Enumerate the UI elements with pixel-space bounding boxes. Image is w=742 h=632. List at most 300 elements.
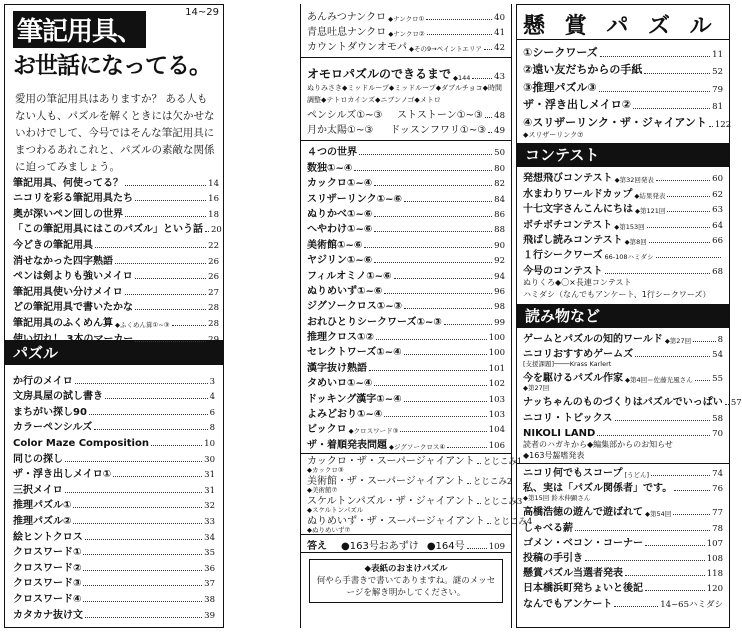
feature-item[interactable] bbox=[13, 189, 219, 205]
toc-page: 94 bbox=[494, 271, 505, 282]
toc-page: 88 bbox=[494, 225, 505, 236]
toc-page: 77 bbox=[712, 508, 723, 519]
prize-heading: 懸 賞 パ ズ ル bbox=[523, 14, 718, 39]
puzzle-item-mid[interactable] bbox=[307, 405, 505, 420]
puzzle-item[interactable] bbox=[13, 480, 215, 496]
dot-leader bbox=[656, 180, 710, 181]
toc-title: ザ・着順発表問題 bbox=[307, 439, 387, 451]
toc-title: よみどおり①~④ bbox=[307, 409, 383, 421]
toc-title: へやわけ①~⑥ bbox=[307, 224, 373, 236]
puzzle-item[interactable] bbox=[13, 558, 215, 574]
toc-title: カックロ・ザ・スーパージャイアント bbox=[307, 455, 475, 467]
prize-item[interactable] bbox=[523, 60, 723, 78]
toc-title: Color Maze Composition bbox=[13, 437, 149, 449]
toc-subtitle: ◆ナンクロ① bbox=[388, 15, 425, 23]
toc-page: 30 bbox=[204, 454, 215, 465]
puzzle-item-mid[interactable] bbox=[307, 282, 505, 297]
dot-leader bbox=[83, 585, 202, 586]
toc-page: 103 bbox=[488, 410, 505, 421]
puzzle-heading: パズル bbox=[5, 341, 223, 365]
toc-page: 35 bbox=[204, 548, 215, 559]
contest-heading: コンテスト bbox=[517, 143, 729, 167]
feature-item[interactable] bbox=[13, 267, 219, 283]
toc-page: 58 bbox=[712, 413, 723, 424]
giant-subtitle: ◆ぬりめいず⑦ bbox=[307, 525, 351, 534]
contest-item[interactable] bbox=[523, 215, 723, 230]
feature-section bbox=[5, 5, 223, 345]
puzzle-item[interactable] bbox=[13, 543, 215, 559]
puzzle-item[interactable] bbox=[13, 371, 215, 387]
dot-leader bbox=[374, 185, 492, 186]
dot-leader bbox=[89, 414, 208, 415]
puzzle-item-mid[interactable] bbox=[307, 328, 505, 343]
toc-page: 102 bbox=[488, 379, 505, 390]
puzzle-item-mid[interactable] bbox=[307, 143, 505, 158]
toc-subtitle: ◆クロスワード③ bbox=[348, 427, 399, 436]
toc-title: ニコリ何でもスコープ bbox=[523, 468, 623, 480]
toc-page: 48 bbox=[494, 111, 505, 121]
dot-leader bbox=[374, 231, 492, 232]
toc-page: 8 bbox=[717, 334, 723, 345]
dot-leader bbox=[709, 126, 713, 127]
dot-leader bbox=[426, 19, 492, 20]
dot-leader bbox=[374, 216, 492, 217]
toc-page: 3 bbox=[209, 376, 215, 387]
toc-title: ニコリを彩る筆記用具たち bbox=[13, 193, 133, 205]
toc-page: 38 bbox=[204, 594, 215, 605]
nankuro-list bbox=[301, 4, 511, 53]
dot-leader bbox=[151, 445, 202, 446]
toc-title: ボチボチコンテスト bbox=[523, 219, 613, 231]
toc-page: 55 bbox=[712, 374, 723, 385]
toc-subtitle: ◆ジグソークロス④ bbox=[389, 442, 446, 451]
toc-subtitle: ◆第121回 bbox=[635, 207, 666, 216]
puzzle-item-mid[interactable] bbox=[307, 235, 505, 250]
omopa-item[interactable] bbox=[390, 121, 505, 136]
answers-164: ●164号 bbox=[426, 540, 465, 552]
dot-leader bbox=[73, 507, 202, 508]
toc-page: 76 bbox=[712, 484, 723, 495]
toc-title: 「この筆記用具にはこのパズル」という話 bbox=[13, 224, 203, 236]
toc-page: 108 bbox=[706, 553, 723, 564]
toc-title: か行のメイロ bbox=[13, 375, 73, 387]
puzzle-list bbox=[5, 365, 223, 621]
omopa-block bbox=[301, 58, 511, 136]
toc-title: カックロ①~④ bbox=[307, 178, 373, 190]
reading-item[interactable] bbox=[523, 564, 723, 579]
dot-leader bbox=[400, 431, 486, 432]
contest-item[interactable] bbox=[523, 169, 723, 184]
dot-leader bbox=[85, 617, 202, 618]
reading-item[interactable] bbox=[523, 594, 723, 609]
puzzle-item[interactable] bbox=[13, 465, 215, 481]
dot-leader bbox=[447, 447, 487, 448]
dot-leader bbox=[359, 154, 492, 155]
toc-title: ニコリおすすめゲームズ bbox=[523, 349, 634, 361]
toc-subtitle: ◆第153回 bbox=[614, 222, 645, 231]
toc-title: 水まわりワールドカップ bbox=[523, 188, 633, 200]
toc-title: ペンは剣よりも強いメイロ bbox=[13, 271, 133, 283]
toc-title: カウントダウンオモパ bbox=[307, 42, 407, 53]
dot-leader bbox=[585, 560, 705, 561]
toc-title: ④スリザーリンク・ザ・ジャイアント bbox=[523, 115, 707, 129]
reading-item[interactable] bbox=[523, 464, 723, 479]
reading-item[interactable] bbox=[523, 345, 723, 360]
toc-title: ぬりかべ①~⑥ bbox=[307, 208, 373, 220]
dot-leader bbox=[73, 523, 202, 524]
toc-title: カラーペンシルズ bbox=[13, 422, 93, 434]
feature-item[interactable] bbox=[13, 220, 222, 236]
toc-title: １行シークワーズ bbox=[523, 250, 603, 262]
toc-page: 122 bbox=[714, 119, 732, 130]
contest-item[interactable] bbox=[523, 246, 723, 261]
feature-item[interactable] bbox=[13, 173, 219, 189]
toc-title: クロスワード③ bbox=[13, 578, 82, 590]
feature-item[interactable] bbox=[13, 251, 219, 267]
toc-page: 20 bbox=[211, 225, 222, 236]
nankuro-item[interactable] bbox=[307, 8, 505, 23]
reading-item[interactable] bbox=[523, 534, 723, 549]
puzzle-item[interactable] bbox=[13, 589, 215, 605]
dot-leader bbox=[65, 461, 202, 462]
puzzle-item-mid[interactable] bbox=[307, 343, 505, 358]
cover-puzzle-box bbox=[309, 559, 503, 603]
dot-leader bbox=[599, 91, 711, 92]
feature-title bbox=[13, 11, 218, 79]
toc-title: ニコリ・トピックス bbox=[523, 412, 613, 424]
dot-leader bbox=[113, 476, 202, 477]
dot-leader bbox=[647, 227, 711, 228]
feature-item[interactable] bbox=[13, 235, 219, 251]
puzzle-item[interactable] bbox=[13, 433, 215, 449]
toc-subtitle: ◆ふくめん算①~③ bbox=[115, 320, 170, 329]
toc-subtitle: ◆第54回 bbox=[645, 510, 672, 519]
prize-heading-box bbox=[517, 5, 729, 40]
toc-title: 推理クロス①② bbox=[307, 332, 374, 344]
reading-item[interactable] bbox=[523, 503, 723, 518]
puzzle-item-mid[interactable] bbox=[307, 189, 505, 204]
dot-leader bbox=[65, 492, 202, 493]
toc-title: 私、実は「パズル関係者」です。 bbox=[523, 483, 673, 495]
toc-page: 107 bbox=[706, 538, 723, 549]
giant-list bbox=[301, 454, 533, 534]
reading-item[interactable] bbox=[523, 518, 723, 533]
feature-list bbox=[13, 173, 222, 345]
reading-item[interactable] bbox=[523, 369, 723, 384]
dot-leader bbox=[404, 201, 492, 202]
contest-item[interactable] bbox=[523, 231, 723, 246]
toc-title: 絵ヒントクロス bbox=[13, 531, 83, 543]
toc-title: ４つの世界 bbox=[307, 147, 357, 159]
toc-page: 14~65ハミダシ bbox=[660, 599, 723, 610]
puzzle-item-mid[interactable] bbox=[307, 251, 505, 266]
puzzle-item-mid[interactable] bbox=[307, 389, 505, 404]
column-left bbox=[4, 4, 224, 628]
puzzle-item[interactable] bbox=[13, 496, 215, 512]
toc-title: タめいロ①~④ bbox=[307, 378, 373, 390]
feature-item[interactable] bbox=[13, 329, 219, 345]
puzzle-item-mid[interactable] bbox=[307, 266, 505, 281]
toc-page: 6 bbox=[209, 407, 215, 418]
dot-leader bbox=[105, 398, 208, 399]
puzzle-item-mid[interactable] bbox=[307, 358, 505, 373]
omopa-item[interactable] bbox=[307, 106, 397, 121]
dot-leader bbox=[444, 324, 492, 325]
toc-page: 31 bbox=[204, 470, 215, 481]
puzzle-item-mid[interactable] bbox=[307, 174, 505, 189]
toc-title: 投稿の手引き bbox=[523, 552, 583, 564]
toc-page: 49 bbox=[494, 126, 505, 136]
puzzle-item-mid[interactable] bbox=[307, 158, 505, 173]
toc-title: クロスワード① bbox=[13, 547, 82, 559]
toc-title: 今どきの筆記用具 bbox=[13, 239, 93, 251]
toc-page: 4 bbox=[209, 392, 215, 403]
reading-item[interactable] bbox=[523, 330, 723, 345]
toc-title: 推理パズル① bbox=[13, 500, 72, 512]
toc-page: 101 bbox=[488, 363, 505, 374]
toc-title: ジグソークロス①~③ bbox=[307, 301, 403, 313]
toc-page: 50 bbox=[494, 148, 505, 159]
dot-leader bbox=[404, 401, 487, 402]
nankuro-item[interactable] bbox=[307, 23, 505, 38]
toc-page: 104 bbox=[488, 425, 505, 436]
puzzle-item[interactable] bbox=[13, 511, 215, 527]
toc-page: 64 bbox=[712, 220, 723, 231]
column-middle bbox=[300, 4, 533, 628]
dot-leader bbox=[725, 404, 729, 405]
toc-title: クロスワード② bbox=[13, 562, 82, 574]
reading-subtitle: ◆第15回 鈴木伸顕さん bbox=[523, 494, 591, 503]
puzzle-item-mid[interactable] bbox=[307, 435, 505, 450]
dot-leader bbox=[695, 380, 711, 381]
toc-title: 飛ばし読みコンテスト bbox=[523, 234, 623, 246]
answers-label: 答え bbox=[307, 540, 327, 552]
omopa-item[interactable] bbox=[307, 121, 390, 136]
dot-leader bbox=[205, 231, 209, 232]
reading-subtitle: ◆第27回 bbox=[523, 384, 550, 393]
reading-item[interactable] bbox=[523, 408, 723, 423]
dot-leader bbox=[384, 416, 486, 417]
reading-item[interactable] bbox=[523, 579, 723, 594]
answers-page: 109 bbox=[488, 541, 505, 552]
contest-item[interactable] bbox=[523, 261, 723, 276]
toc-page: 8 bbox=[209, 423, 215, 434]
toc-page: 11 bbox=[712, 49, 723, 60]
toc-title: ゲームとパズルの知的ワールド bbox=[523, 333, 663, 345]
toc-title: 文房具屋の試し書き bbox=[13, 391, 103, 403]
puzzle-item-mid[interactable] bbox=[307, 297, 505, 312]
dot-leader bbox=[83, 601, 202, 602]
toc-page: 22 bbox=[208, 240, 219, 251]
dot-leader bbox=[488, 132, 492, 133]
prize-last-sub: ◆スリザーリンク⑦ bbox=[523, 130, 584, 139]
reading-item[interactable] bbox=[523, 393, 742, 409]
giant-subtitle: ◆カックロ③ bbox=[307, 465, 344, 474]
toc-page: 118 bbox=[706, 569, 723, 580]
dot-leader bbox=[115, 263, 206, 264]
puzzle-item[interactable] bbox=[13, 387, 215, 403]
dot-leader bbox=[135, 278, 206, 279]
puzzle-item[interactable] bbox=[13, 574, 215, 590]
dot-leader bbox=[135, 309, 206, 310]
dot-leader bbox=[477, 503, 481, 504]
toc-page: とじこみ3 bbox=[482, 496, 523, 507]
dot-leader bbox=[364, 247, 492, 248]
feature-item[interactable] bbox=[13, 204, 219, 220]
prize-item[interactable] bbox=[523, 42, 723, 60]
toc-title: 高橋浩徳の遊んで遊ばれて bbox=[523, 507, 643, 519]
dot-leader bbox=[487, 523, 491, 524]
toc-page: 106 bbox=[488, 440, 505, 451]
reading-item[interactable] bbox=[523, 479, 723, 494]
puzzle-item-mid[interactable] bbox=[307, 205, 505, 220]
dot-leader bbox=[644, 73, 710, 74]
giant-subtitle: ◆美術館⑦ bbox=[307, 485, 338, 494]
toc-page: 40 bbox=[494, 13, 505, 23]
toc-page: 10 bbox=[204, 438, 215, 449]
toc-title: 同じの探し bbox=[13, 453, 63, 465]
toc-subtitle: ◆第8回 bbox=[624, 237, 647, 246]
puzzle-item-mid[interactable] bbox=[307, 420, 505, 435]
omopa-row bbox=[307, 106, 505, 121]
reading-heading: 読み物など bbox=[517, 304, 729, 328]
toc-title: クロスワード④ bbox=[13, 593, 82, 605]
contest-line2: ハミダシ（なんでもアンケート、1行シークワーズ） bbox=[523, 289, 711, 299]
toc-page: 36 bbox=[204, 563, 215, 574]
toc-page: 16 bbox=[208, 194, 219, 205]
toc-title: 数独①~④ bbox=[307, 162, 353, 174]
toc-page: 63 bbox=[712, 205, 723, 216]
feature-item[interactable] bbox=[13, 313, 219, 329]
puzzle-item-mid[interactable] bbox=[307, 312, 505, 327]
prize-item[interactable] bbox=[523, 77, 723, 95]
dot-leader bbox=[75, 383, 208, 384]
cover-puzzle-body: 何やら手書きで書いてありますね。謎のメッセージを解き明かしてください。 bbox=[316, 575, 496, 598]
toc-title: 筆記用具使い分けメイロ bbox=[13, 286, 123, 298]
column-right bbox=[516, 4, 742, 628]
toc-page: 27 bbox=[208, 287, 219, 298]
dot-leader bbox=[384, 293, 492, 294]
toc-page: 42 bbox=[494, 43, 505, 53]
dot-leader bbox=[95, 247, 206, 248]
toc-title: ナッちゃんのものづくりはパズルでいっぱい bbox=[523, 397, 723, 409]
dot-leader bbox=[83, 570, 202, 571]
dot-leader bbox=[649, 242, 710, 243]
toc-title: 発想飛びコンテスト bbox=[523, 173, 613, 185]
toc-page: 78 bbox=[712, 523, 723, 534]
puzzle-item-mid[interactable] bbox=[307, 374, 505, 389]
feature-title-line2: お世話になってる。 bbox=[13, 53, 211, 79]
omopa-item[interactable] bbox=[397, 106, 505, 121]
dot-leader bbox=[83, 554, 202, 555]
dot-leader bbox=[635, 356, 710, 357]
dot-leader bbox=[94, 429, 207, 430]
toc-page: 84 bbox=[494, 194, 505, 205]
toc-title: ドッスンフワリ①~③ bbox=[390, 125, 487, 136]
prize-item[interactable] bbox=[523, 95, 723, 113]
dot-leader bbox=[427, 34, 492, 35]
omopa-tags: ぬりみさき◆ミッドループ◆ミッドループ◆ダブルチョコ◆時間調整◆テトロカインズ◆ニブンノゴ◆メトロ bbox=[307, 84, 503, 104]
dot-leader bbox=[651, 475, 710, 476]
dot-leader bbox=[615, 420, 711, 421]
toc-page: 96 bbox=[494, 286, 505, 297]
dot-leader bbox=[656, 257, 721, 258]
reading-item[interactable] bbox=[523, 549, 723, 564]
puzzle-item[interactable] bbox=[13, 605, 215, 621]
dot-leader bbox=[633, 108, 710, 109]
toc-page: とじこみ4 bbox=[492, 516, 533, 527]
puzzle-item[interactable] bbox=[13, 418, 215, 434]
contest-line1: ぬりくろ◆〇×長連コンテスト bbox=[523, 277, 632, 287]
toc-title: ストストーン①~③ bbox=[397, 110, 484, 121]
omopa-rows bbox=[307, 106, 505, 136]
toc-subtitle: 66-108ハミダシ bbox=[604, 253, 654, 262]
contest-item[interactable] bbox=[523, 200, 723, 215]
dot-leader bbox=[376, 339, 487, 340]
toc-title: 三択メイロ bbox=[13, 484, 63, 496]
reading-item[interactable] bbox=[523, 424, 723, 439]
omopa-title[interactable]: オモロパズルのできるまで bbox=[307, 67, 452, 81]
toc-title: まちがい探し90 bbox=[13, 406, 87, 418]
toc-title: 消せなかった四字熟語 bbox=[13, 255, 113, 267]
toc-page: 74 bbox=[712, 469, 723, 480]
dot-leader bbox=[477, 463, 481, 464]
dot-leader bbox=[374, 385, 486, 386]
contest-item[interactable] bbox=[523, 184, 723, 199]
feature-item[interactable] bbox=[13, 282, 219, 298]
nankuro-item[interactable] bbox=[307, 38, 505, 53]
puzzle-item[interactable] bbox=[13, 402, 215, 418]
dot-leader bbox=[605, 273, 711, 274]
puzzle-item[interactable] bbox=[13, 527, 215, 543]
toc-title: 推理パズル② bbox=[13, 515, 72, 527]
toc-page: 80 bbox=[494, 163, 505, 174]
dot-leader bbox=[404, 354, 487, 355]
toc-subtitle: ◆その9→ペイントエリア bbox=[409, 45, 482, 53]
dot-leader bbox=[575, 530, 710, 531]
toc-page: 100 bbox=[488, 333, 505, 344]
feature-item[interactable] bbox=[13, 298, 219, 314]
omopa-row bbox=[307, 121, 505, 136]
puzzle-list-middle bbox=[301, 141, 511, 451]
toc-title: 懸賞パズル当選者発表 bbox=[523, 568, 623, 580]
dot-leader bbox=[135, 341, 206, 342]
puzzle-item-mid[interactable] bbox=[307, 220, 505, 235]
toc-subtitle: ◆ナンクロ② bbox=[388, 30, 425, 38]
toc-page: 90 bbox=[494, 240, 505, 251]
toc-page: 28 bbox=[208, 318, 219, 329]
toc-title: ザ・浮き出しメイロ② bbox=[523, 98, 632, 112]
dot-leader bbox=[693, 341, 715, 342]
toc-page: 103 bbox=[488, 394, 505, 405]
toc-title: ①シークワーズ bbox=[523, 45, 598, 59]
toc-title: 今号のコンテスト bbox=[523, 265, 603, 277]
toc-subtitle: ◆結果発表 bbox=[634, 191, 666, 200]
dot-leader bbox=[135, 200, 206, 201]
toc-page: とじこみ2 bbox=[472, 476, 513, 487]
toc-page: 39 bbox=[204, 610, 215, 621]
prize-item[interactable] bbox=[523, 112, 732, 130]
toc-page: 62 bbox=[712, 189, 723, 200]
toc-page: 99 bbox=[494, 317, 505, 328]
puzzle-item[interactable] bbox=[13, 449, 215, 465]
toc-page: 18 bbox=[208, 209, 219, 220]
toc-title: どの筆記用具で書いたかな bbox=[13, 302, 133, 314]
toc-page: 29 bbox=[208, 334, 219, 345]
toc-title: セレクトワーズ①~④ bbox=[307, 347, 402, 359]
feature-pages: 14~29 bbox=[185, 7, 219, 18]
toc-subtitle: ◆第32回発表 bbox=[614, 176, 654, 185]
